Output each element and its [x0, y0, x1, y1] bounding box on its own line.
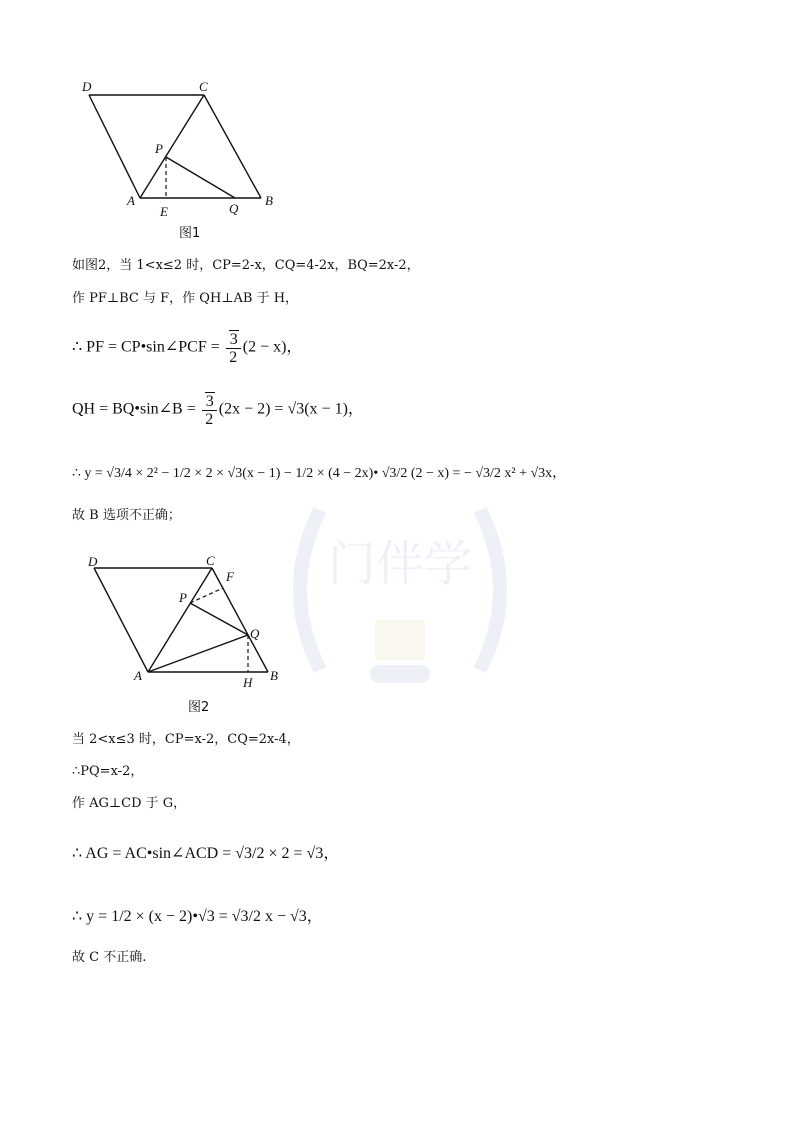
section-b-line2: 作 PF⊥BC 与 F，作 QH⊥AB 于 H，: [72, 291, 299, 306]
watermark: [280, 470, 520, 700]
fig1-label-E: E: [160, 204, 168, 219]
section-c-eq1: ∴ AG = AC•sin∠ACD = √3/2 × 2 = √3，: [72, 845, 340, 862]
fig2-label-P: P: [179, 590, 187, 605]
figure-2: [80, 548, 300, 718]
section-c-eq2: ∴ y = 1/2 × (x − 2)•√3 = √3/2 x − √3，: [72, 908, 323, 925]
fig1-label-Q: Q: [229, 201, 239, 216]
watermark-text: 门伴学: [327, 536, 473, 592]
figure-1: [75, 75, 295, 245]
section-c-line3: 作 AG⊥CD 于 G，: [72, 796, 187, 811]
eq2-rhs: (2x − 2) = √3(x − 1)，: [218, 400, 364, 418]
section-b-eq2: QH = BQ•sin∠B = $\frac{3}{2}$ (2x − 2) = √3(x − 1)，: [72, 393, 364, 428]
fig2-label-B: B: [270, 668, 278, 683]
figure-2-caption: 图2: [188, 700, 210, 715]
fig1-label-C: C: [199, 79, 208, 94]
eq1-lhs: ∴ PF = CP•sin∠PCF =: [72, 338, 224, 356]
section-b-eq3: ∴ y = √3/4 × 2² − 1/2 × 2 × √3(x − 1) − 1/2 × (4 − 2x)• √3/2 (2 − x) = − √3/2 x² + √3x，: [72, 466, 567, 481]
fig1-label-B: B: [265, 193, 273, 208]
section-c-line1: 当 2<x≤3 时，CP=x-2，CQ=2x-4，: [72, 732, 300, 747]
fig1-label-A: A: [127, 193, 135, 208]
figure-1-caption: 图1: [179, 226, 201, 241]
section-b-eq1: ∴ PF = CP•sin∠PCF = $\frac{3}{2}$ (2 − x)，: [72, 331, 303, 366]
section-c-line2: ∴PQ=x-2，: [72, 764, 144, 779]
section-c-conclusion: 故 C 不正确.: [72, 950, 147, 965]
fig2-label-C: C: [206, 553, 215, 568]
eq2-lhs: QH = BQ•sin∠B =: [72, 400, 200, 418]
fig2-label-Q: Q: [250, 626, 260, 641]
fig2-label-D: D: [88, 554, 98, 569]
fig2-label-F: F: [226, 569, 234, 584]
eq1-rhs: (2 − x)，: [242, 338, 303, 356]
fig1-label-P: P: [155, 141, 163, 156]
fig2-label-H: H: [243, 675, 253, 690]
fig1-label-D: D: [82, 79, 92, 94]
section-b-conclusion: 故 B 选项不正确；: [72, 508, 181, 523]
section-b-line1: 如图2，当 1<x≤2 时，CP=2-x，CQ=4-2x，BQ=2x-2，: [72, 258, 420, 273]
fig2-label-A: A: [134, 668, 142, 683]
